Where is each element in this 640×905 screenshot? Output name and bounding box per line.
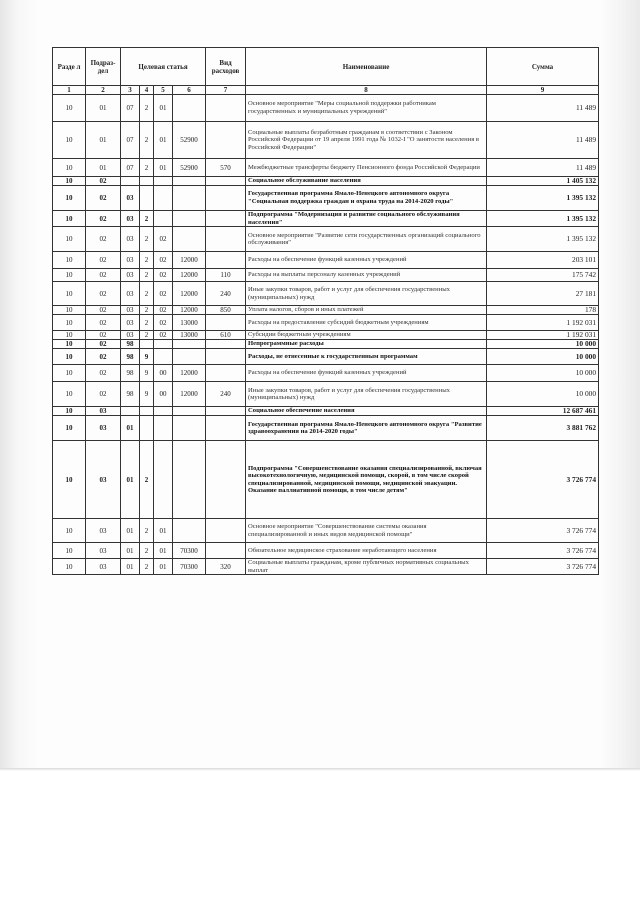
target-direction-cell: 12000 (173, 306, 206, 315)
expense-type-cell (206, 407, 246, 416)
header-sum: Сумма (487, 48, 599, 86)
column-number-row (53, 86, 599, 95)
expense-type-cell (206, 95, 246, 122)
target-measure-cell: 01 (154, 559, 173, 575)
target-subprogram-cell (140, 416, 154, 441)
expense-type-cell (206, 365, 246, 382)
target-subprogram-cell: 2 (140, 306, 154, 315)
section-cell: 10 (53, 416, 86, 441)
expense-type-cell (206, 252, 246, 269)
section-cell: 10 (53, 159, 86, 177)
header-podrazdel: Подраз- дел (86, 48, 121, 86)
col-number: 1 (53, 86, 86, 95)
target-direction-cell (173, 177, 206, 186)
target-subprogram-cell: 2 (140, 252, 154, 269)
target-program-cell (121, 177, 140, 186)
section-cell: 10 (53, 122, 86, 159)
expense-type-cell (206, 211, 246, 227)
amount-cell: 10 000 (487, 365, 599, 382)
subsection-cell: 02 (86, 340, 121, 349)
amount-cell: 1 395 132 (487, 211, 599, 227)
target-direction-cell (173, 227, 206, 252)
target-measure-cell (154, 211, 173, 227)
amount-cell: 1 192 031 (487, 315, 599, 331)
table-row (53, 416, 599, 441)
subsection-cell: 02 (86, 315, 121, 331)
header-name: Наименование (246, 48, 487, 86)
target-direction-cell: 52900 (173, 122, 206, 159)
target-measure-cell: 02 (154, 227, 173, 252)
expense-type-cell: 320 (206, 559, 246, 575)
target-program-cell: 03 (121, 211, 140, 227)
subsection-cell: 03 (86, 543, 121, 559)
expense-type-cell: 110 (206, 269, 246, 282)
table-row (53, 543, 599, 559)
subsection-cell: 02 (86, 349, 121, 365)
col-number: 4 (140, 86, 154, 95)
section-cell: 10 (53, 519, 86, 543)
amount-cell: 10 000 (487, 340, 599, 349)
target-program-cell: 01 (121, 559, 140, 575)
amount-cell: 175 742 (487, 269, 599, 282)
table-row (53, 306, 599, 315)
target-program-cell: 01 (121, 519, 140, 543)
subsection-cell: 02 (86, 365, 121, 382)
target-measure-cell: 02 (154, 315, 173, 331)
target-subprogram-cell (140, 186, 154, 211)
target-direction-cell (173, 211, 206, 227)
target-direction-cell (173, 416, 206, 441)
item-name-cell: Социальные выплаты безработным гражданам в соответствии с Законом Российской Федерации от 19 апреля 1991 года № 1032-I "О занятости населения в Российской Федерации" (246, 122, 487, 159)
target-subprogram-cell: 2 (140, 315, 154, 331)
table-row (53, 407, 599, 416)
target-subprogram-cell (140, 407, 154, 416)
subsection-cell: 02 (86, 177, 121, 186)
target-subprogram-cell: 2 (140, 227, 154, 252)
section-cell: 10 (53, 331, 86, 340)
subsection-cell: 02 (86, 306, 121, 315)
target-program-cell: 07 (121, 122, 140, 159)
item-name-cell: Государственная программа Ямало-Ненецкого автономного округа "Социальная поддержка граждан и охрана труда на 2014-2020 годы" (246, 186, 487, 211)
target-measure-cell: 01 (154, 159, 173, 177)
target-subprogram-cell: 2 (140, 95, 154, 122)
section-cell: 10 (53, 543, 86, 559)
target-program-cell: 03 (121, 331, 140, 340)
expense-type-cell (206, 186, 246, 211)
expense-type-cell (206, 340, 246, 349)
target-direction-cell (173, 186, 206, 211)
item-name-cell: Обязательное медицинское страхование неработающего населения (246, 543, 487, 559)
amount-cell: 10 000 (487, 349, 599, 365)
header-razdel: Разде л (53, 48, 86, 86)
item-name-cell: Расходы на выплаты персоналу казенных учреждений (246, 269, 487, 282)
target-measure-cell (154, 407, 173, 416)
target-measure-cell (154, 177, 173, 186)
col-number: 6 (173, 86, 206, 95)
item-name-cell: Подпрограмма "Модернизация и развитие социального обслуживания населения" (246, 211, 487, 227)
target-direction-cell (173, 519, 206, 543)
subsection-cell: 02 (86, 227, 121, 252)
expense-type-cell: 240 (206, 382, 246, 407)
subsection-cell: 02 (86, 282, 121, 306)
amount-cell: 12 687 461 (487, 407, 599, 416)
target-measure-cell (154, 186, 173, 211)
subsection-cell: 02 (86, 252, 121, 269)
target-measure-cell: 02 (154, 306, 173, 315)
target-program-cell: 03 (121, 227, 140, 252)
target-program-cell: 03 (121, 252, 140, 269)
amount-cell: 3 726 774 (487, 441, 599, 519)
amount-cell: 3 726 774 (487, 519, 599, 543)
subsection-cell: 02 (86, 211, 121, 227)
target-program-cell: 07 (121, 95, 140, 122)
target-subprogram-cell (140, 340, 154, 349)
expense-type-cell (206, 441, 246, 519)
amount-cell: 11 489 (487, 159, 599, 177)
section-cell: 10 (53, 340, 86, 349)
target-direction-cell: 12000 (173, 365, 206, 382)
target-program-cell: 98 (121, 349, 140, 365)
subsection-cell: 02 (86, 186, 121, 211)
target-measure-cell (154, 441, 173, 519)
target-program-cell: 98 (121, 340, 140, 349)
item-name-cell: Основное мероприятие "Меры социальной поддержки работникам государственных и муниципальных учреждений" (246, 95, 487, 122)
table-row (53, 340, 599, 349)
item-name-cell: Расходы на обеспечение функций казенных учреждений (246, 252, 487, 269)
target-direction-cell: 12000 (173, 382, 206, 407)
section-cell: 10 (53, 349, 86, 365)
target-program-cell: 03 (121, 306, 140, 315)
item-name-cell: Государственная программа Ямало-Ненецкого автономного округа "Развитие здравоохранения на 2014-2020 годы" (246, 416, 487, 441)
item-name-cell: Непрограммные расходы (246, 340, 487, 349)
target-measure-cell: 02 (154, 282, 173, 306)
target-program-cell: 98 (121, 382, 140, 407)
amount-cell: 1 395 132 (487, 186, 599, 211)
target-subprogram-cell: 2 (140, 543, 154, 559)
target-subprogram-cell: 2 (140, 331, 154, 340)
expense-type-cell: 570 (206, 159, 246, 177)
header-target-article: Целевая статья (121, 48, 206, 86)
target-subprogram-cell: 9 (140, 382, 154, 407)
expense-type-cell (206, 122, 246, 159)
target-direction-cell (173, 407, 206, 416)
table-row (53, 559, 599, 575)
table-row (53, 159, 599, 177)
target-program-cell: 03 (121, 282, 140, 306)
col-number: 7 (206, 86, 246, 95)
table-row (53, 227, 599, 252)
target-measure-cell: 01 (154, 519, 173, 543)
item-name-cell: Основное мероприятие "Развитие сети государственных организаций социального обслуживания" (246, 227, 487, 252)
expense-type-cell: 240 (206, 282, 246, 306)
col-number: 9 (487, 86, 599, 95)
subsection-cell: 03 (86, 407, 121, 416)
item-name-cell: Межбюджетные трансферты бюджету Пенсионного фонда Российской Федерации (246, 159, 487, 177)
expense-type-cell (206, 315, 246, 331)
section-cell: 10 (53, 227, 86, 252)
target-measure-cell: 01 (154, 122, 173, 159)
target-direction-cell: 52900 (173, 159, 206, 177)
table-row (53, 186, 599, 211)
table-row (53, 331, 599, 340)
section-cell: 10 (53, 186, 86, 211)
target-direction-cell: 70300 (173, 543, 206, 559)
section-cell: 10 (53, 559, 86, 575)
target-direction-cell: 12000 (173, 269, 206, 282)
target-measure-cell: 00 (154, 382, 173, 407)
table-row (53, 177, 599, 186)
section-cell: 10 (53, 306, 86, 315)
section-cell: 10 (53, 365, 86, 382)
target-measure-cell: 02 (154, 252, 173, 269)
amount-cell: 178 (487, 306, 599, 315)
section-cell: 10 (53, 441, 86, 519)
item-name-cell: Субсидии бюджетным учреждениям (246, 331, 487, 340)
subsection-cell: 03 (86, 519, 121, 543)
expense-type-cell (206, 349, 246, 365)
expense-type-cell: 610 (206, 331, 246, 340)
target-subprogram-cell: 2 (140, 269, 154, 282)
target-measure-cell: 00 (154, 365, 173, 382)
amount-cell: 10 000 (487, 382, 599, 407)
table-row (53, 349, 599, 365)
item-name-cell: Основное мероприятие "Совершенствование системы оказания специализированной и иных видов медицинской помощи" (246, 519, 487, 543)
section-cell: 10 (53, 177, 86, 186)
section-cell: 10 (53, 382, 86, 407)
target-subprogram-cell: 2 (140, 559, 154, 575)
expense-type-cell (206, 519, 246, 543)
subsection-cell: 01 (86, 159, 121, 177)
col-number: 3 (121, 86, 140, 95)
amount-cell: 11 489 (487, 95, 599, 122)
section-cell: 10 (53, 315, 86, 331)
target-program-cell (121, 407, 140, 416)
section-cell: 10 (53, 252, 86, 269)
target-subprogram-cell (140, 177, 154, 186)
expense-type-cell (206, 416, 246, 441)
section-cell: 10 (53, 269, 86, 282)
header-row (53, 48, 599, 86)
item-name-cell: Расходы на предоставление субсидий бюджетным учреждениям (246, 315, 487, 331)
header-expense-type: Вид расходов (206, 48, 246, 86)
item-name-cell: Социальные выплаты гражданам, кроме публичных нормативных социальных выплат (246, 559, 487, 575)
table-row (53, 122, 599, 159)
target-subprogram-cell: 2 (140, 441, 154, 519)
target-program-cell: 98 (121, 365, 140, 382)
target-subprogram-cell: 2 (140, 282, 154, 306)
expense-type-cell (206, 177, 246, 186)
target-subprogram-cell: 9 (140, 349, 154, 365)
subsection-cell: 02 (86, 269, 121, 282)
target-subprogram-cell: 2 (140, 122, 154, 159)
table-row (53, 519, 599, 543)
amount-cell: 11 489 (487, 122, 599, 159)
col-number: 8 (246, 86, 487, 95)
table-row (53, 315, 599, 331)
target-direction-cell (173, 95, 206, 122)
amount-cell: 3 726 774 (487, 559, 599, 575)
table-row (53, 365, 599, 382)
target-measure-cell (154, 416, 173, 441)
subsection-cell: 02 (86, 331, 121, 340)
amount-cell: 1 405 132 (487, 177, 599, 186)
amount-cell: 3 881 762 (487, 416, 599, 441)
expense-type-cell: 850 (206, 306, 246, 315)
target-direction-cell (173, 349, 206, 365)
amount-cell: 203 101 (487, 252, 599, 269)
item-name-cell: Иные закупки товаров, работ и услуг для обеспечения государственных (муниципальных) нужд (246, 382, 487, 407)
table-row (53, 269, 599, 282)
target-direction-cell: 13000 (173, 331, 206, 340)
target-program-cell: 03 (121, 186, 140, 211)
item-name-cell: Подпрограмма "Совершенствование оказания специализированной, включая высокотехнологичную, медицинской помощи, скорой, в том числе скорой специализированной, медицинской помощи, медицинской эвакуации. Оказание паллиативной помощи, в том числе детям" (246, 441, 487, 519)
target-measure-cell: 02 (154, 269, 173, 282)
target-measure-cell (154, 349, 173, 365)
item-name-cell: Расходы на обеспечение функций казенных учреждений (246, 365, 487, 382)
table-row (53, 211, 599, 227)
target-measure-cell: 02 (154, 331, 173, 340)
amount-cell: 27 181 (487, 282, 599, 306)
target-direction-cell (173, 340, 206, 349)
target-subprogram-cell: 2 (140, 519, 154, 543)
item-name-cell: Уплата налогов, сборов и иных платежей (246, 306, 487, 315)
target-direction-cell: 12000 (173, 252, 206, 269)
budget-table (52, 47, 599, 575)
section-cell: 10 (53, 407, 86, 416)
target-direction-cell: 70300 (173, 559, 206, 575)
target-program-cell: 01 (121, 416, 140, 441)
col-number: 5 (154, 86, 173, 95)
subsection-cell: 01 (86, 122, 121, 159)
target-program-cell: 07 (121, 159, 140, 177)
item-name-cell: Социальное обеспечение населения (246, 407, 487, 416)
col-number: 2 (86, 86, 121, 95)
target-subprogram-cell: 2 (140, 159, 154, 177)
amount-cell: 1 192 031 (487, 331, 599, 340)
target-measure-cell: 01 (154, 543, 173, 559)
expense-type-cell (206, 227, 246, 252)
subsection-cell: 01 (86, 95, 121, 122)
target-subprogram-cell: 2 (140, 211, 154, 227)
amount-cell: 1 395 132 (487, 227, 599, 252)
table-row (53, 252, 599, 269)
page-edge (0, 768, 640, 771)
subsection-cell: 02 (86, 382, 121, 407)
target-direction-cell: 13000 (173, 315, 206, 331)
table-row (53, 282, 599, 306)
target-direction-cell (173, 441, 206, 519)
item-name-cell: Социальное обслуживание населения (246, 177, 487, 186)
subsection-cell: 03 (86, 441, 121, 519)
section-cell: 10 (53, 95, 86, 122)
target-subprogram-cell: 9 (140, 365, 154, 382)
target-program-cell: 01 (121, 543, 140, 559)
item-name-cell: Иные закупки товаров, работ и услуг для обеспечения государственных (муниципальных) нужд (246, 282, 487, 306)
amount-cell: 3 726 774 (487, 543, 599, 559)
subsection-cell: 03 (86, 416, 121, 441)
target-program-cell: 03 (121, 315, 140, 331)
table-row (53, 95, 599, 122)
item-name-cell: Расходы, не отнесенные к государственным программам (246, 349, 487, 365)
target-program-cell: 03 (121, 269, 140, 282)
table-row (53, 382, 599, 407)
subsection-cell: 03 (86, 559, 121, 575)
target-program-cell: 01 (121, 441, 140, 519)
target-measure-cell: 01 (154, 95, 173, 122)
table-row (53, 441, 599, 519)
expense-type-cell (206, 543, 246, 559)
target-measure-cell (154, 340, 173, 349)
section-cell: 10 (53, 282, 86, 306)
section-cell: 10 (53, 211, 86, 227)
target-direction-cell: 12000 (173, 282, 206, 306)
